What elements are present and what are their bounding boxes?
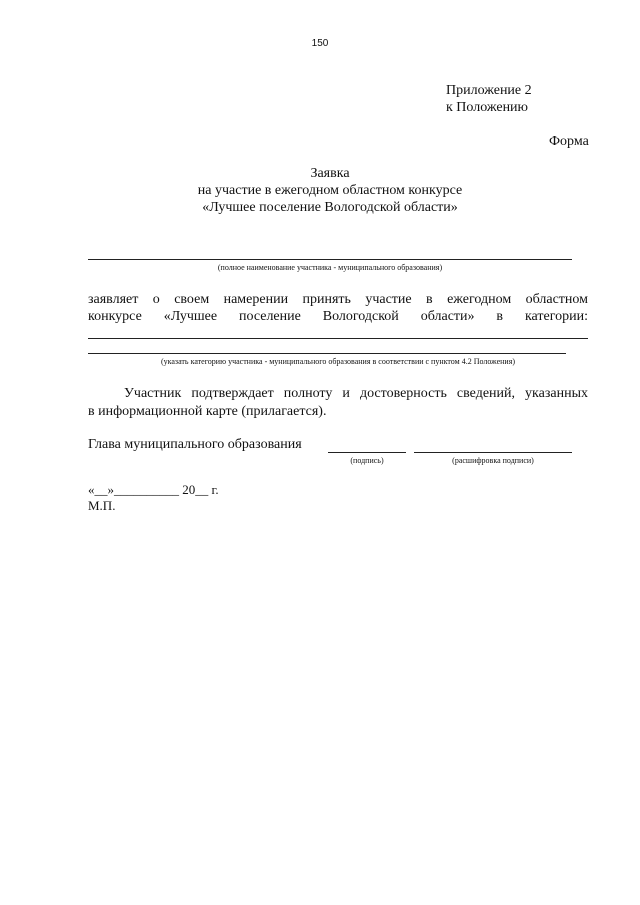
category-field-1[interactable] [88, 338, 588, 339]
signature-label: Глава муниципального образования [88, 437, 302, 452]
form-label: Форма [549, 134, 589, 149]
participant-name-field[interactable] [88, 259, 572, 260]
confirmation-line-1: Участник подтверждает полноту и достоверность сведений, указанных [124, 386, 588, 401]
stamp-label: М.П. [88, 498, 116, 513]
date-line[interactable]: «__»__________ 20__ г. [88, 482, 219, 497]
appendix-line-1: Приложение 2 [446, 83, 532, 98]
title-line-3: «Лучшее поселение Вологодской области» [202, 200, 458, 215]
category-field-2[interactable] [88, 353, 566, 354]
appendix-note [446, 82, 532, 116]
document-title [0, 165, 640, 216]
signature-decode-caption: (расшифровка подписи) [452, 456, 534, 465]
category-caption: (указать категорию участника - муниципального образования в соответствии с пунктом 4.2 Положения) [160, 357, 516, 366]
signature-decode-field[interactable] [414, 452, 572, 453]
signature-field[interactable] [328, 452, 406, 453]
statement-line-2: конкурсе «Лучшее поселение Вологодской области» в категории: [88, 309, 588, 324]
appendix-line-2: к Положению [446, 100, 529, 115]
participant-caption: (полное наименование участника - муниципального образования) [217, 263, 443, 272]
title-line-2: на участие в ежегодном областном конкурсе [197, 183, 463, 198]
confirmation-line-2: в информационной карте (прилагается). [88, 404, 327, 419]
title-line-1: Заявка [310, 166, 350, 181]
page-number: 150 [311, 38, 329, 49]
statement-line-1: заявляет о своем намерении принять участие в ежегодном областном [88, 292, 588, 307]
signature-caption: (подпись) [350, 456, 384, 465]
